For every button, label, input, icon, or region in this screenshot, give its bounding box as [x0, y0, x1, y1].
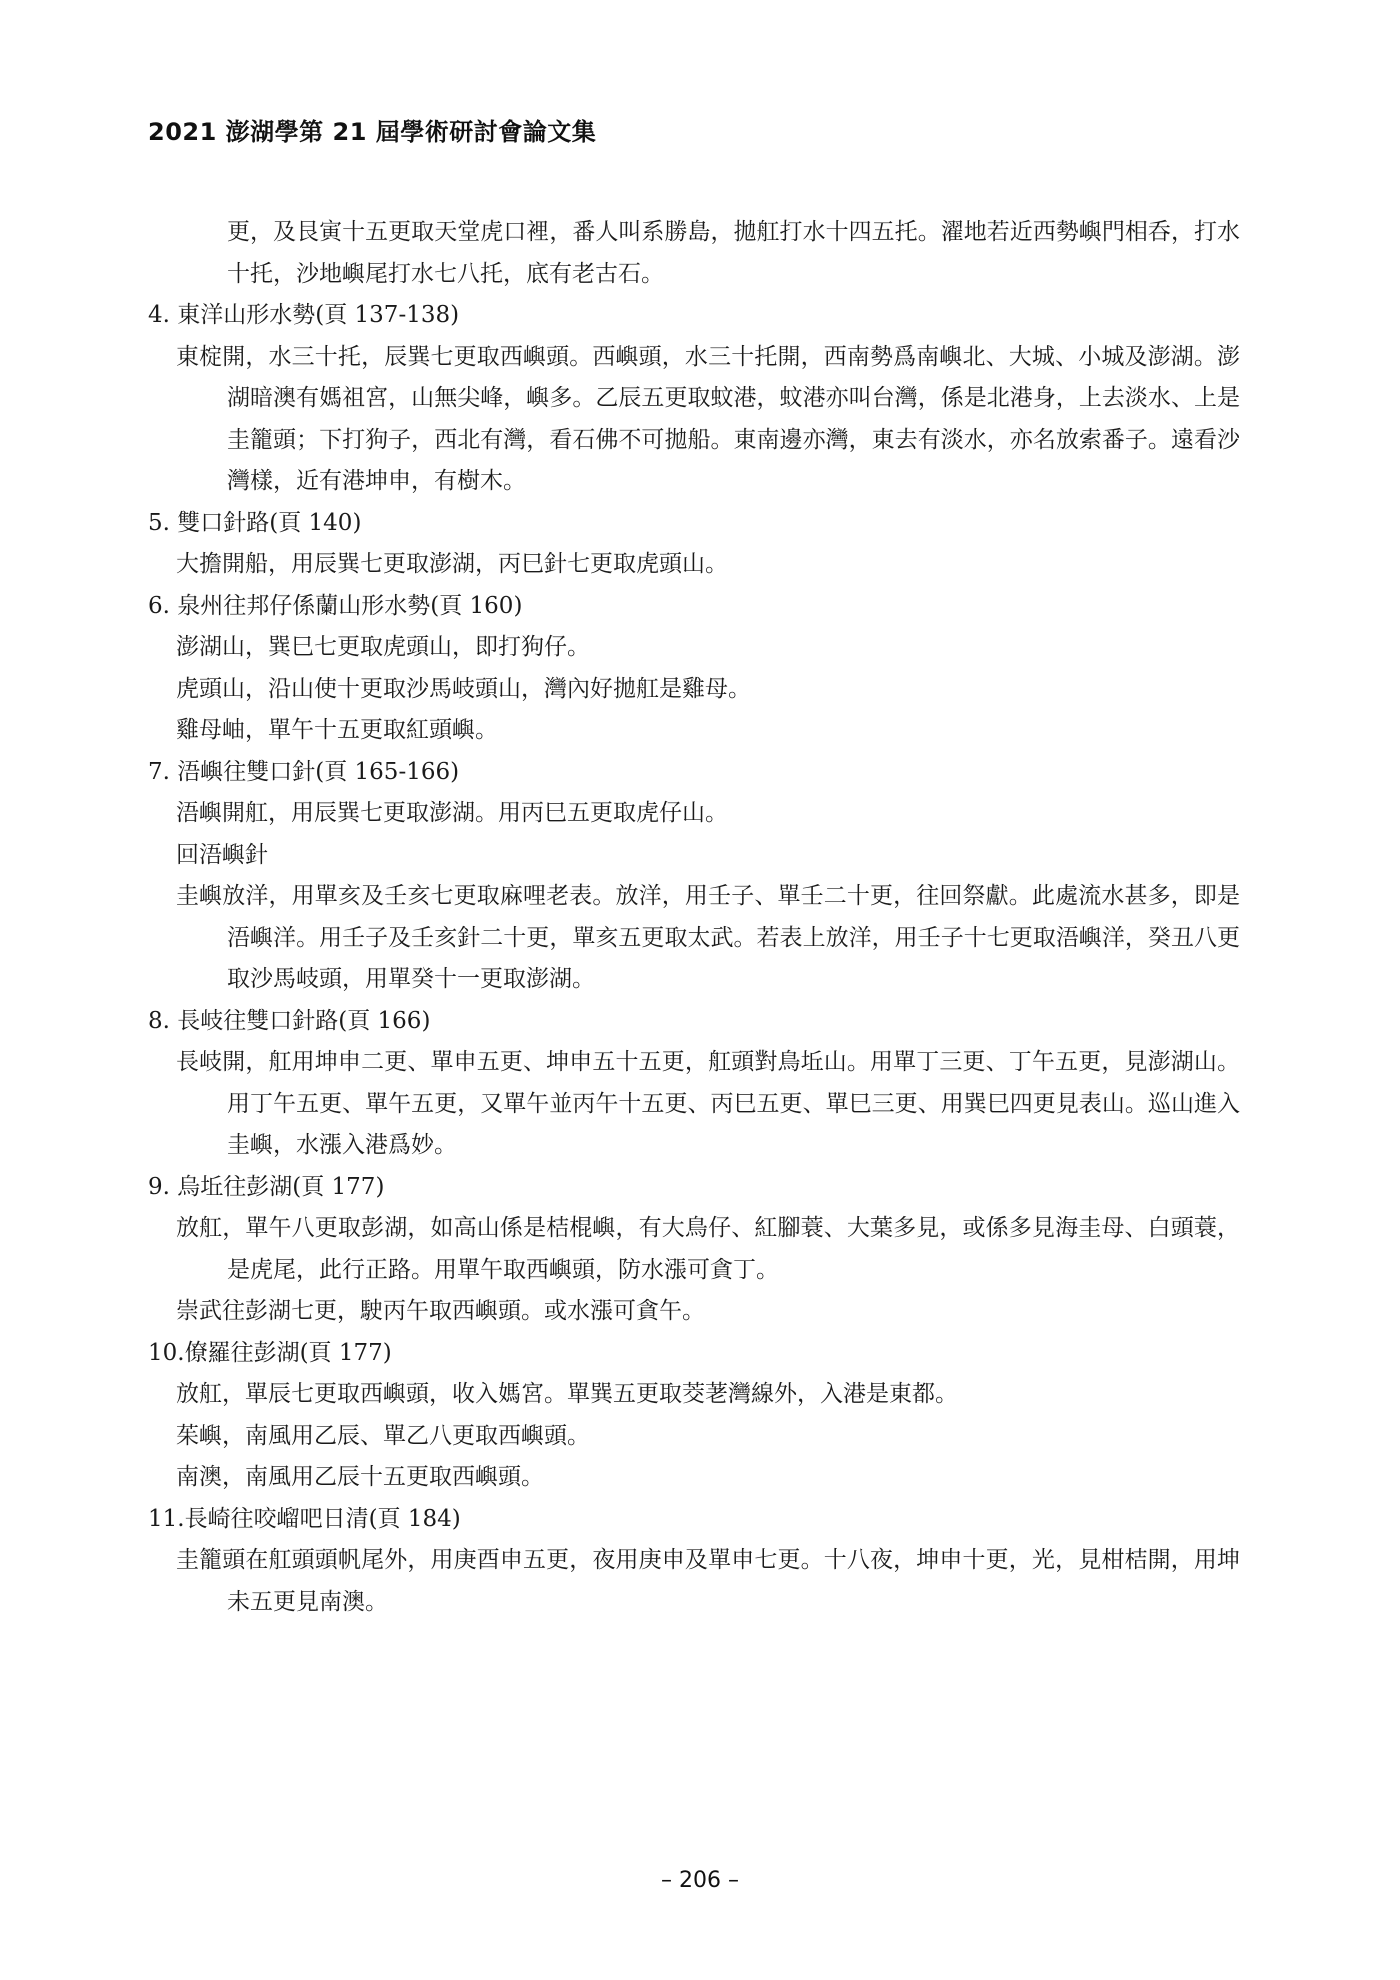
paragraph: 放舡，單午八更取彭湖，如高山係是桔棍嶼，有大鳥仔、紅腳蓑、大葉多見，或係多見海圭母、白頭蓑，是虎尾，此行正路。用單午取西嶼頭，防水漲可貪丁。 — [176, 1215, 1240, 1283]
paragraph: 長岐開，舡用坤申二更、單申五更、坤申五十五更，舡頭對鳥坵山。用單丁三更、丁午五更，見澎湖山。用丁午五更、單午五更，又單午並丙午十五更、丙巳五更、單巳三更、用巽巳四更見表山。巡山進入圭嶼，水漲入港爲妙。 — [176, 1049, 1240, 1158]
paragraph: 大擔開船，用辰巽七更取澎湖，丙巳針七更取虎頭山。 — [176, 551, 728, 577]
page-number: – 206 – — [661, 1868, 739, 1893]
body-text — [148, 212, 1240, 1623]
section-heading-11: 11.長崎往咬嵧吧日清(頁 184) — [148, 1505, 461, 1532]
paragraph: 放舡，單辰七更取西嶼頭，收入媽宮。單巽五更取茭荖灣線外，入港是東都。 — [176, 1381, 958, 1407]
continuation-paragraph: 更，及艮寅十五更取天堂虎口裡，番人叫系勝島，拋舡打水十四五托。濯地若近西勢嶼門相呑，打水十托，沙地嶼尾打水七八托，底有老古石。 — [227, 219, 1240, 287]
paragraph: 雞母岫，單午十五更取紅頭嶼。 — [176, 717, 498, 743]
section-heading-5: 5. 雙口針路(頁 140) — [148, 509, 362, 536]
paragraph: 茱嶼，南風用乙辰、單乙八更取西嶼頭。 — [176, 1422, 590, 1449]
paragraph: 虎頭山，沿山使十更取沙馬岐頭山，灣內好拋舡是雞母。 — [176, 675, 751, 702]
section-heading-9: 9. 烏坵往彭湖(頁 177) — [148, 1173, 385, 1200]
paragraph: 圭嶼放洋，用單亥及壬亥七更取麻哩老表。放洋，用壬子、單壬二十更，往回祭獻。此處流水甚多，即是浯嶼洋。用壬子及壬亥針二十更，單亥五更取太武。若表上放洋，用壬子十七更取浯嶼洋，癸丑八更取沙馬岐頭，用單癸十一更取澎湖。 — [176, 883, 1240, 992]
paragraph: 崇武往彭湖七更，駛丙午取西嶼頭。或水漲可貪午。 — [176, 1298, 705, 1324]
section-heading-6: 6. 泉州往邦仔係蘭山形水勢(頁 160) — [148, 592, 523, 619]
section-heading-8: 8. 長岐往雙口針路(頁 166) — [148, 1007, 431, 1034]
section-heading-7: 7. 浯嶼往雙口針(頁 165-166) — [148, 758, 460, 785]
paragraph: 圭籠頭在舡頭頭帆尾外，用庚酉申五更，夜用庚申及單申七更。十八夜，坤申十更，光，見柑桔開，用坤未五更見南澳。 — [176, 1547, 1240, 1615]
paragraph: 東椗開，水三十托，辰巽七更取西嶼頭。西嶼頭，水三十托開，西南勢爲南嶼北、大城、小城及澎湖。澎湖暗澳有媽祖宮，山無尖峰，嶼多。乙辰五更取蚊港，蚊港亦叫台灣，係是北港身，上去淡水、上是圭籠頭；下打狗子，西北有灣，看石佛不可拋船。東南邊亦灣，東去有淡水，亦名放索番子。遠看沙灣樣，近有港坤申，有樹木。 — [176, 343, 1240, 494]
section-heading-10: 10.僚羅往彭湖(頁 177) — [148, 1339, 392, 1366]
paragraph: 浯嶼開舡，用辰巽七更取澎湖。用丙巳五更取虎仔山。 — [176, 800, 728, 826]
subheading: 回浯嶼針 — [176, 841, 268, 868]
section-heading-4: 4. 東洋山形水勢(頁 137-138) — [148, 302, 460, 328]
running-header: 2021 澎湖學第 21 屆學術研討會論文集 — [148, 118, 597, 146]
paragraph: 澎湖山，巽巳七更取虎頭山，即打狗仔。 — [176, 634, 590, 660]
paragraph: 南澳，南風用乙辰十五更取西嶼頭。 — [176, 1464, 544, 1490]
